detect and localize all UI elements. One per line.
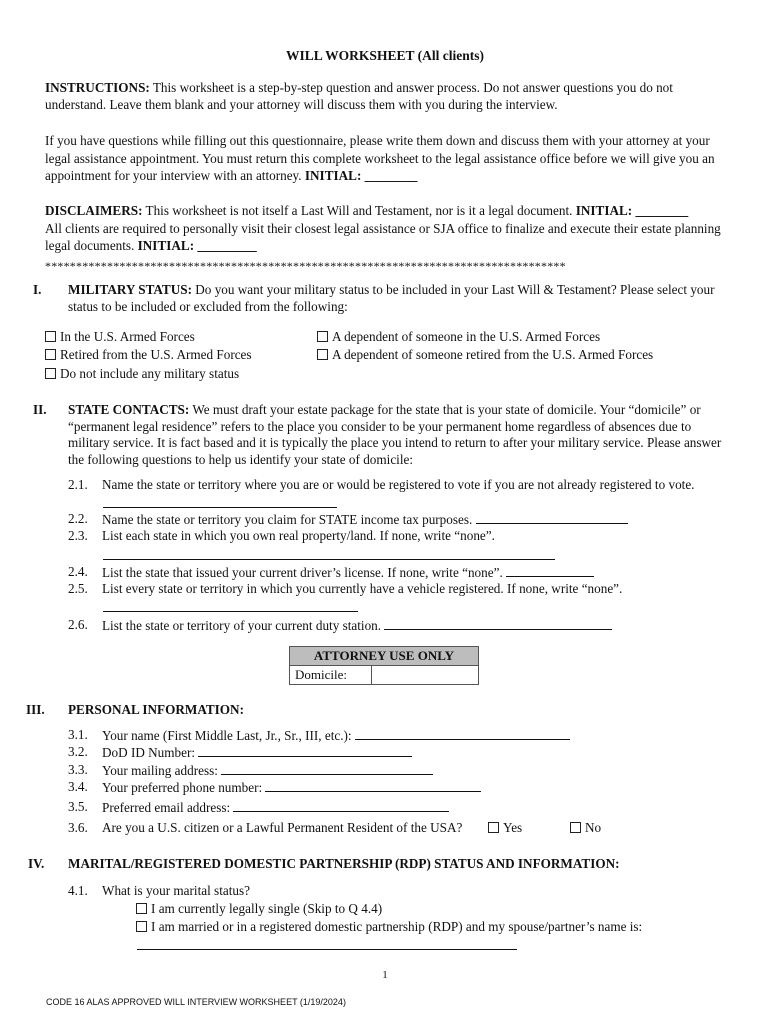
document-footer: CODE 16 ALAS APPROVED WILL INTERVIEW WORKSHEET (1/19/2024) — [46, 997, 346, 1007]
section-1-description: Do you want your military status to be included in your Last Will & Testament? Please select your status to be included or excluded from the following: — [68, 282, 715, 314]
question-2-6-text: List the state or territory of your current duty station. — [102, 618, 385, 633]
checkbox-icon[interactable] — [136, 921, 147, 932]
option-armed-forces[interactable] — [45, 329, 195, 346]
checkbox-icon[interactable] — [136, 903, 147, 914]
question-3-1 — [102, 727, 732, 745]
question-3-4 — [102, 779, 732, 797]
disclaimers-label: DISCLAIMERS: — [45, 203, 143, 218]
initial-field-2[interactable]: INITIAL: ________ — [575, 203, 689, 218]
checkbox-icon[interactable] — [45, 368, 56, 379]
checkbox-icon[interactable] — [488, 822, 499, 833]
question-2-5-number: 2.5. — [68, 581, 88, 596]
section-2-text — [68, 402, 733, 468]
option-dependent-retired[interactable] — [317, 347, 653, 364]
question-3-6 — [102, 820, 732, 837]
question-2-6 — [102, 617, 732, 635]
question-3-6-text: Are you a U.S. citizen or a Lawful Permanent Resident of the USA? — [102, 820, 463, 835]
question-2-2-text: Name the state or territory you claim for STATE income tax purposes. — [102, 512, 476, 527]
disclaimers-paragraph — [45, 202, 730, 255]
question-3-2 — [102, 744, 732, 762]
question-3-2-number: 3.2. — [68, 744, 88, 759]
option-label: Retired from the U.S. Armed Forces — [60, 347, 252, 362]
questions-paragraph — [45, 132, 730, 185]
question-2-3-number: 2.3. — [68, 528, 88, 543]
answer-line-3-4[interactable] — [265, 779, 481, 792]
question-3-3-number: 3.3. — [68, 762, 88, 777]
answer-line-2-2[interactable] — [476, 511, 628, 524]
question-2-5-text: List every state or territory in which you currently have a vehicle registered. If none, write “none”. — [102, 581, 623, 596]
option-single-label: I am currently legally single (Skip to Q 4.4) — [151, 901, 383, 916]
option-no-military-status[interactable] — [45, 366, 239, 383]
option-dependent-armed-forces[interactable] — [317, 329, 600, 346]
section-3-number: III. — [26, 702, 45, 717]
disclaimers-text-2: All clients are required to personally visit their closest legal assistance or SJA office to finalize and execute their estate planning legal documents. — [45, 220, 721, 253]
section-3-heading: PERSONAL INFORMATION: — [68, 702, 244, 717]
option-label: In the U.S. Armed Forces — [60, 329, 195, 344]
question-2-2-number: 2.2. — [68, 511, 88, 526]
page-number: 1 — [382, 969, 388, 981]
question-2-2 — [102, 511, 732, 529]
question-3-4-text: Your preferred phone number: — [102, 780, 266, 795]
section-1-label: MILITARY STATUS: — [68, 282, 192, 297]
question-2-3-text: List each state in which you own real property/land. If none, write “none”. — [102, 528, 495, 543]
answer-line-2-6[interactable] — [384, 617, 612, 630]
section-4-number: IV. — [28, 856, 45, 871]
option-label: Do not include any military status — [60, 366, 240, 381]
instructions-paragraph — [45, 80, 730, 113]
answer-line-3-5[interactable] — [233, 799, 449, 812]
question-4-1-text: What is your marital status? — [102, 883, 250, 898]
disclaimers-text-1: This worksheet is not itself a Last Will and Testament, nor is it a legal document. — [142, 203, 576, 218]
section-1-text — [68, 282, 733, 315]
section-2-description: We must draft your estate package for the state that is your state of domicile. Your “domicile” or “permanent legal residence” refers to the place you consider to be your permanent home regardless of absences due to military service. It is fact based and it is typically the place you intend to return to after your military service. Please answer the following questions to help us identify your state of domicile: — [68, 402, 722, 467]
checkbox-icon[interactable] — [317, 349, 328, 360]
yes-label: Yes — [503, 820, 523, 835]
answer-line-2-4[interactable] — [506, 564, 594, 577]
section-2-label: STATE CONTACTS: — [68, 402, 190, 417]
question-3-5 — [102, 799, 732, 817]
question-3-3-text: Your mailing address: — [102, 763, 222, 778]
answer-line-3-2[interactable] — [198, 744, 412, 757]
question-3-5-number: 3.5. — [68, 799, 88, 814]
domicile-field[interactable] — [372, 666, 478, 684]
separator-stars: ************************************************************************************ — [45, 259, 566, 273]
question-2-1-number: 2.1. — [68, 477, 88, 492]
question-2-6-number: 2.6. — [68, 617, 88, 632]
option-married[interactable] — [136, 919, 642, 936]
option-single[interactable] — [136, 901, 382, 918]
option-label: A dependent of someone in the U.S. Armed Forces — [332, 329, 601, 344]
answer-line-spouse-name[interactable] — [137, 949, 517, 950]
question-2-1-text: Name the state or territory where you are or would be registered to vote if you are not already registered to vote. — [102, 477, 695, 492]
option-label: A dependent of someone retired from the U.S. Armed Forces — [332, 347, 654, 362]
questions-text: If you have questions while filling out this questionnaire, please write them down and discuss them with your attorney at your legal assistance appointment. You must return this complete worksheet to the legal assistance office before we will give you an appointment for your interview with an attorney. — [45, 133, 715, 183]
section-2-number: II. — [33, 402, 47, 417]
citizen-yes-option[interactable] — [488, 820, 522, 837]
attorney-box-header: ATTORNEY USE ONLY — [290, 647, 478, 666]
option-married-label: I am married or in a registered domestic partnership (RDP) and my spouse/partner’s name is: — [151, 919, 643, 934]
section-4-heading: MARITAL/REGISTERED DOMESTIC PARTNERSHIP (RDP) STATUS AND INFORMATION: — [68, 856, 620, 871]
checkbox-icon[interactable] — [45, 349, 56, 360]
question-3-3 — [102, 762, 732, 780]
question-2-4 — [102, 564, 732, 582]
document-title: WILL WORKSHEET (All clients) — [286, 48, 484, 63]
answer-line-2-3[interactable] — [103, 559, 555, 560]
option-retired[interactable] — [45, 347, 252, 364]
question-3-4-number: 3.4. — [68, 779, 88, 794]
section-1-number: I. — [33, 282, 42, 297]
checkbox-icon[interactable] — [317, 331, 328, 342]
question-4-1-number: 4.1. — [68, 883, 88, 898]
domicile-label: Domicile: — [290, 666, 372, 684]
section-4-label — [68, 856, 733, 873]
question-2-4-number: 2.4. — [68, 564, 88, 579]
question-3-5-text: Preferred email address: — [102, 800, 234, 815]
checkbox-icon[interactable] — [570, 822, 581, 833]
answer-line-2-5[interactable] — [103, 611, 358, 612]
section-3-label — [68, 702, 733, 719]
instructions-text: This worksheet is a step-by-step question and answer process. Do not answer questions you do not understand. Leave them blank and your attorney will discuss them with you during the interview. — [45, 80, 673, 112]
answer-line-3-1[interactable] — [355, 727, 570, 740]
initial-field-3[interactable]: INITIAL: _________ — [137, 238, 257, 253]
question-3-1-number: 3.1. — [68, 727, 88, 742]
answer-line-3-3[interactable] — [221, 762, 433, 775]
initial-field-1[interactable]: INITIAL: ________ — [304, 168, 418, 183]
instructions-label: INSTRUCTIONS: — [45, 80, 150, 95]
checkbox-icon[interactable] — [45, 331, 56, 342]
answer-line-2-1[interactable] — [103, 507, 337, 508]
citizen-no-option[interactable] — [570, 820, 601, 837]
question-3-2-text: DoD ID Number: — [102, 745, 199, 760]
question-2-4-text: List the state that issued your current driver’s license. If none, write “none”. — [102, 565, 507, 580]
question-3-1-text: Your name (First Middle Last, Jr., Sr., III, etc.): — [102, 728, 355, 743]
no-label: No — [585, 820, 602, 835]
attorney-use-box — [289, 646, 479, 685]
question-3-6-number: 3.6. — [68, 820, 88, 835]
